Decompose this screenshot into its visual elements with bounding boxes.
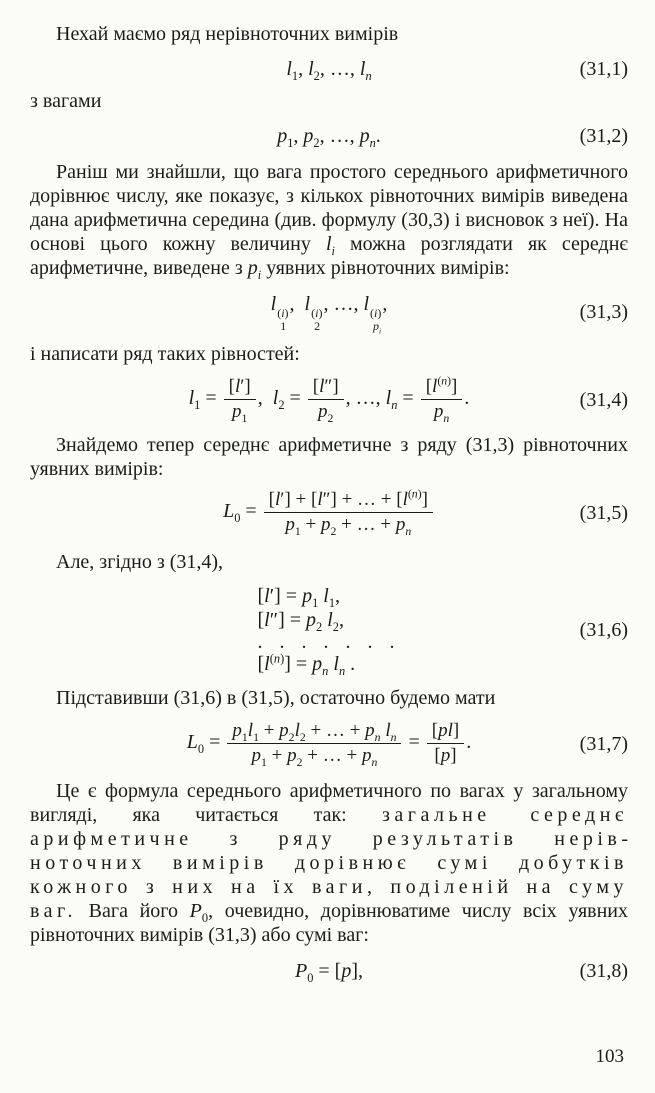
paragraph-equalities: і написати ряд таких рівностей: xyxy=(30,343,300,366)
equation-31-5 xyxy=(30,489,628,536)
equation-31-6-body xyxy=(257,584,401,679)
conclusion-emphasized-text: загальне середнє арифметичне з ряду результатів нерівноточних вимірів дорівнює сумі добутків кожного з них на їх ваги, поділеній на суму ваг. xyxy=(30,804,628,923)
equation-31-4 xyxy=(30,376,628,423)
equation-31-3 xyxy=(30,292,628,335)
equation-31-6-dots-row: . . . . . . . xyxy=(257,631,401,654)
paragraph-conclusion xyxy=(30,779,628,947)
equation-31-4-label: (31,4) xyxy=(579,388,628,411)
equation-31-6-line-1: $[l'] = p_1$ $l_1$, xyxy=(257,585,341,611)
paragraph-substitute: Підставивши (31,6) в (31,5), остаточно будемо мати xyxy=(56,687,496,710)
conclusion-normal-text-2: Вага його $P_0$, очевидно, дорівнюватиме числу всіх уявних рівноточних вимірів (31,3) або сумі ваг: xyxy=(30,900,628,947)
conclusion-normal-text-1: Це є формула середнього арифметичного по вагах у загальному вигляді, яка читається так: xyxy=(30,780,628,827)
equation-31-1-body: $l_1$, $l_2$, …, $l_n$ xyxy=(286,58,372,83)
equation-31-7 xyxy=(30,720,628,767)
equation-31-3-body: l (i) 1 , l (i) 2 , …, l (i) $p_i$ , xyxy=(270,293,388,335)
equation-31-2 xyxy=(30,124,628,148)
equation-31-8 xyxy=(30,959,628,986)
equation-31-6-label: (31,6) xyxy=(579,619,628,642)
equation-31-5-label: (31,5) xyxy=(579,501,628,524)
equation-31-1-label: (31,1) xyxy=(579,58,628,80)
equation-31-6 xyxy=(30,584,628,679)
paragraph-weights: з вагами xyxy=(30,90,102,112)
equation-31-3-label: (31,3) xyxy=(579,301,628,324)
paragraph-intro: Нехай маємо ряд нерівноточних вимірів xyxy=(56,23,399,45)
equation-31-8-body: $P_0 = [p]$, xyxy=(294,960,364,986)
equation-31-6-line-2: $[l''] = p_2$ $l_2$, xyxy=(257,609,344,635)
equation-31-6-line-3: $[l^{(n)}] = p_n$ $l_n$ . xyxy=(257,651,356,679)
paragraph-mean: Знайдемо тепер середнє арифметичне з ряду (31,3) рівноточних уявних вимірів: xyxy=(30,434,628,481)
equation-31-4-body: $l_1$ = $\frac{[l']}{p_1}$ , $l_2$ = $\frac{[l'']}{p_2}$ , …, $l_n$ = $\frac{[l^{(n)}]}{p_n}$ . xyxy=(188,374,470,425)
equation-31-2-body: $p_1$, $p_2$, …, $p_n$. xyxy=(277,125,381,150)
equation-31-7-body: $L_0$ = $\frac{p_1l_1 + p_2l_2 + \dots + p_n l_n}{p_1 + p_2 + \dots + p_n}$ = $\frac{[pl]}{[p]}$ . xyxy=(186,720,472,769)
equation-31-1 xyxy=(30,57,628,81)
paragraph-but: Але, згідно з (31,4), xyxy=(56,551,224,574)
page-number: 103 xyxy=(595,1046,624,1067)
equation-31-8-label: (31,8) xyxy=(579,960,628,983)
equation-31-2-label: (31,2) xyxy=(579,125,628,147)
equation-31-7-label: (31,7) xyxy=(579,732,628,755)
paragraph-main: Раніш ми знайшли, що вага простого середнього арифметичного дорівнює числу, яке показує, з кількох рівноточних вимірів виведена дана арифметична середина (див. формулу (30,3) і висновок з неї). На основі цього кожну величину $l_i$ можна розглядати як середнє арифметичне, виведене з $p_i$ уявних рівноточних вимірів: xyxy=(30,161,628,282)
equation-31-5-body: $L_0$ = $\frac{[l'] + [l''] + \dots + [l^{(n)}]}{p_1 + p_2 + \dots + p_n}$ xyxy=(223,489,435,536)
